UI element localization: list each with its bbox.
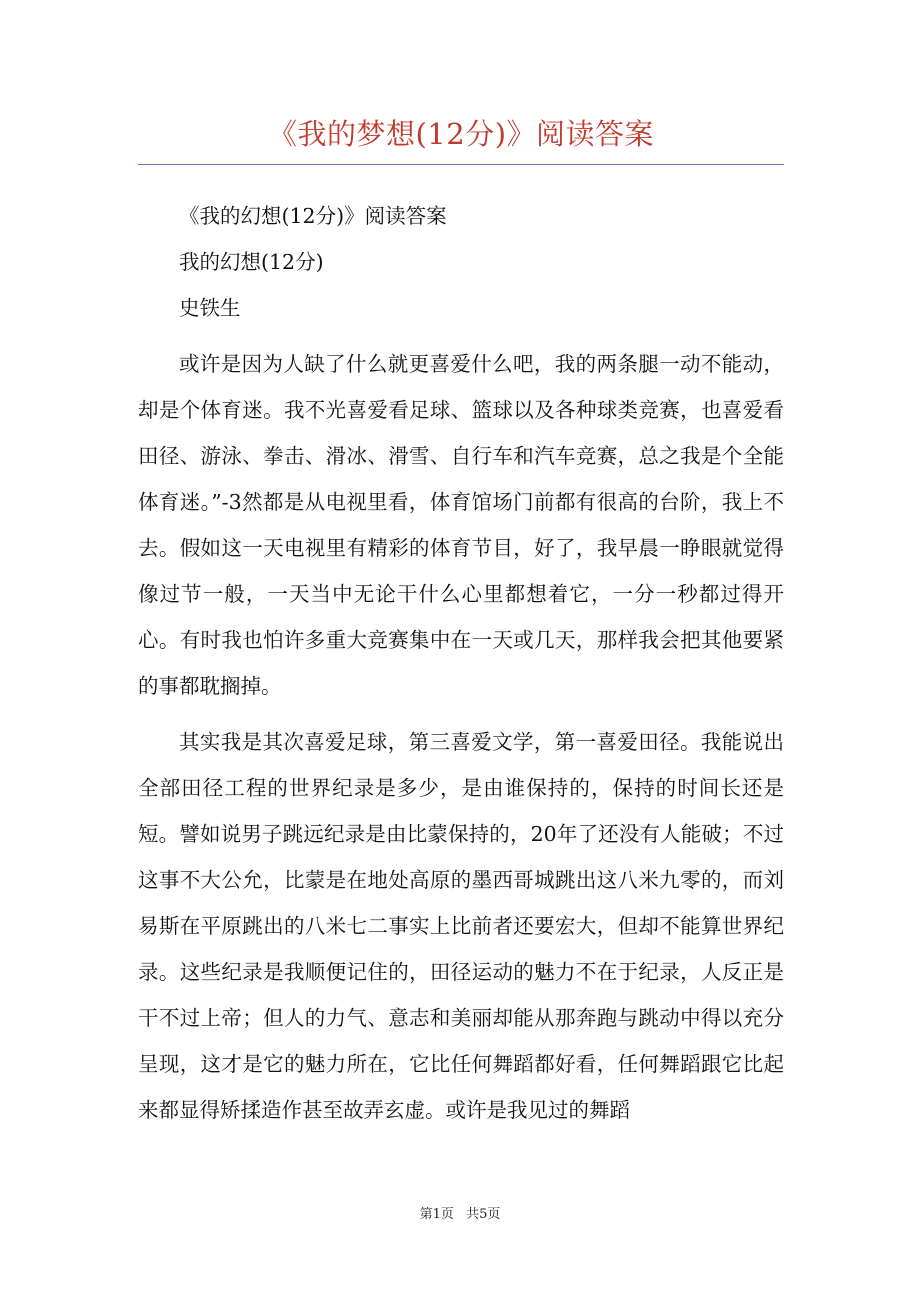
author-line: 史铁生 [179, 296, 241, 320]
body-paragraph: 或许是因为人缺了什么就更喜爱什么吧，我的两条腿一动不能动，却是个体育迷。我不光喜爱看足球、篮球以及各种球类竞赛，也喜爱看田径、游泳、拳击、滑冰、滑雪、自行车和汽车竞赛，总之我是个全能体育迷。”-3然都是从电视里看，体育馆场门前都有很高的台阶，我上不去。假如这一天电视里有精彩的体育节目，好了，我早晨一睁眼就觉得像过节一般，一天当中无论干什么心里都想着它，一分一秒都过得开心。有时我也怕许多重大竞赛集中在一天或几天，那样我会把其他要紧的事都耽搁掉。 [138, 352, 784, 698]
heading-line: 我的幻想(12分) [179, 250, 324, 274]
page-footer [0, 1205, 920, 1225]
page-title: 《我的梦想(12分)》阅读答案 [267, 117, 655, 151]
heading-line: 《我的幻想(12分)》阅读答案 [179, 204, 447, 228]
document-body [138, 193, 784, 1133]
page-number: 第1页 [419, 1207, 454, 1222]
body-paragraph: 其实我是其次喜爱足球，第三喜爱文学，第一喜爱田径。我能说出全部田径工程的世界纪录是多少，是由谁保持的，保持的时间长还是短。譬如说男子跳远纪录是由比蒙保持的，20年了还没有人能破；不过这事不大公允，比蒙是在地处高原的墨西哥城跳出这八米九零的，而刘易斯在平原跳出的八米七二事实上比前者还要宏大，但却不能算世界纪录。这些纪录是我顺便记住的，田径运动的魅力不在于纪录，人反正是干不过上帝；但人的力气、意志和美丽却能从那奔跑与跳动中得以充分呈现，这才是它的魅力所在，它比任何舞蹈都好看，任何舞蹈跟它比起来都显得矫揉造作甚至故弄玄虚。或许是我见过的舞蹈 [138, 730, 784, 1122]
page-total: 共5页 [466, 1207, 501, 1222]
title-divider [138, 164, 784, 165]
